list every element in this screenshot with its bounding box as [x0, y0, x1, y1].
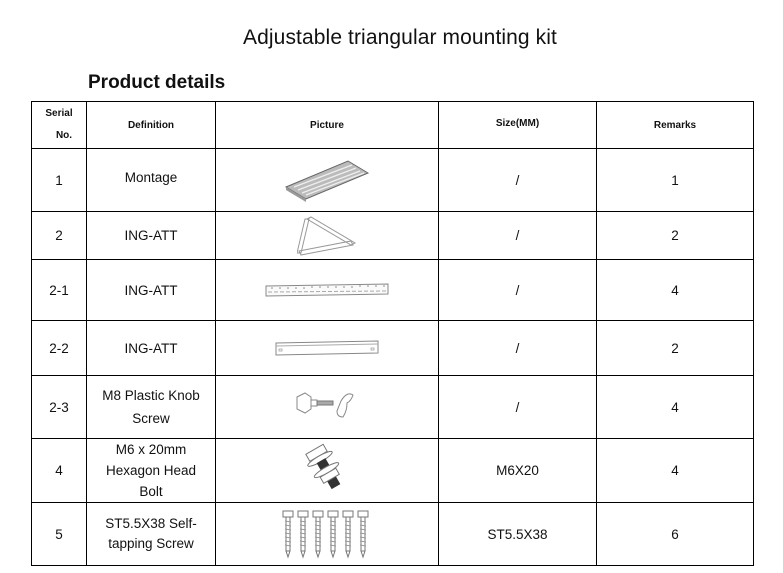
cell-serial: 5 — [32, 503, 87, 566]
cell-picture — [216, 260, 439, 321]
cell-size: / — [439, 212, 597, 260]
cell-size: ST5.5X38 — [439, 503, 597, 566]
cell-definition: M8 Plastic Knob Screw — [87, 376, 216, 439]
cell-definition: Montage — [87, 149, 216, 212]
perforated-plate-icon — [282, 157, 372, 203]
table-header-row — [32, 102, 754, 149]
header-serial-no — [32, 102, 87, 149]
cell-picture — [216, 439, 439, 503]
cell-serial: 4 — [32, 439, 87, 503]
header-serial-line1: Serial — [45, 108, 73, 119]
header-serial-line2: No. — [55, 130, 73, 141]
cell-picture — [216, 149, 439, 212]
knob-screw-wingnut-icon — [295, 387, 359, 427]
cell-serial: 2-3 — [32, 376, 87, 439]
section-heading: Product details — [88, 72, 226, 93]
cell-picture — [216, 212, 439, 260]
cell-definition: ST5.5X38 Self-tapping Screw — [87, 503, 216, 566]
cell-size: / — [439, 376, 597, 439]
header-remarks: Remarks — [597, 102, 754, 149]
cell-remarks: 6 — [597, 503, 754, 566]
table-row — [32, 149, 754, 212]
cell-definition: ING-ATT — [87, 260, 216, 321]
cell-remarks: 2 — [597, 321, 754, 376]
cell-size: / — [439, 321, 597, 376]
document-title: Adjustable triangular mounting kit — [243, 26, 557, 49]
cell-remarks: 1 — [597, 149, 754, 212]
triangle-bracket-icon — [297, 215, 357, 257]
table-row — [32, 439, 754, 503]
product-details-table — [31, 101, 754, 566]
slotted-rail-icon — [264, 280, 390, 300]
cell-remarks: 2 — [597, 212, 754, 260]
table-row — [32, 503, 754, 566]
cell-definition: ING-ATT — [87, 321, 216, 376]
header-picture: Picture — [216, 102, 439, 149]
table-row — [32, 321, 754, 376]
self-tapping-screws-icon — [281, 509, 373, 559]
cell-remarks: 4 — [597, 376, 754, 439]
table-row — [32, 260, 754, 321]
cell-serial: 2 — [32, 212, 87, 260]
header-definition: Definition — [87, 102, 216, 149]
cell-size: M6X20 — [439, 439, 597, 503]
cell-serial: 2-1 — [32, 260, 87, 321]
cell-size: / — [439, 149, 597, 212]
cell-size: / — [439, 260, 597, 321]
cell-definition: ING-ATT — [87, 212, 216, 260]
table-row — [32, 376, 754, 439]
cell-picture — [216, 503, 439, 566]
cell-remarks: 4 — [597, 439, 754, 503]
hex-bolt-icon — [305, 442, 349, 500]
header-size: Size(MM) — [439, 102, 597, 149]
cell-picture — [216, 376, 439, 439]
cell-remarks: 4 — [597, 260, 754, 321]
cell-picture — [216, 321, 439, 376]
table-row — [32, 212, 754, 260]
cell-serial: 2-2 — [32, 321, 87, 376]
angle-bar-icon — [274, 340, 380, 356]
cell-definition: M6 x 20mm Hexagon Head Bolt — [87, 439, 216, 503]
cell-serial: 1 — [32, 149, 87, 212]
